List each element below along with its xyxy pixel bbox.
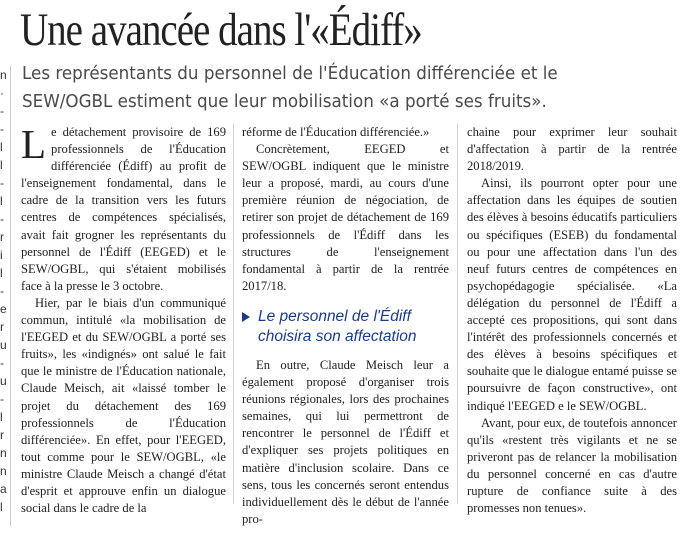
- gutter-char: n: [0, 446, 7, 460]
- deck-line-1: Les représentants du personnel de l'Éducation différenciée et le: [22, 63, 558, 84]
- paragraph-continuation: réforme de l'Éducation différenciée.»: [242, 125, 430, 139]
- pull-quote-line-1: Le personnel de l'Édiff: [258, 307, 411, 325]
- lead-paragraph: [21, 121, 226, 295]
- gutter-char: -: [0, 392, 4, 406]
- article-column-2: [242, 124, 449, 528]
- deck-line-2: SEW/OGBL estiment que leur mobilisation «a porté ses fruits».: [22, 91, 547, 112]
- gutter-char: n: [0, 464, 7, 478]
- lead-paragraph-text: e détachement provisoire de 169 professionnels de l'Éducation différenciée (Édiff) au profit de l'enseignement fondamental, dans le cadre de la transition vers les futurs centres de compétences spécialisés, avait fait grogner les représentants du personnel de l'Édiff (EEGED) et le SEW/OGBL, qui s'étaient mobilisés face à la presse le 3 octobre.: [21, 125, 226, 293]
- article-headline: Une avancée dans l'«Édiff»: [20, 4, 422, 56]
- paragraph: Concrètement, EEGED et SEW/OGBL indiquent que le ministre leur a proposé, mardi, au cours d'une première réunion de négociation, de retirer son projet de détachement de 169 professionnels de l'Édiff dans les structures de l'enseignement fondamental à partir de la rentrée 2017/18.: [242, 142, 449, 293]
- article-column-3: [467, 124, 677, 517]
- gutter-char: -: [0, 122, 4, 136]
- gutter-char: -: [0, 104, 4, 118]
- paragraph-continuation: chaine pour exprimer leur souhait d'affectation à partir de la rentrée 2018/2019.: [467, 125, 677, 174]
- article-column-1: [21, 121, 226, 517]
- gutter-divider: [10, 66, 11, 526]
- paragraph: Hier, par le biais d'un communiqué commun, intitulé «la mobilisation de l'EEGED et du SEW/OGBL a porté ses fruits», les «indignés» ont salué le fait que le ministre de l'Éducation nationale, Claude Meisch, ait «laissé tomber le projet du détachement des 169 professionnels de l'Éducation différenciée». En effet, pour l'EEGED, tout comme pour le SEW/OGBL, «le ministre Claude Meisch a changé d'état d'esprit et approuve enfin un dialogue social dans le cadre de la: [21, 295, 226, 516]
- gutter-char: n: [0, 68, 7, 82]
- gutter-char: l: [0, 158, 3, 172]
- pull-quote-line-2: choisira son affectation: [258, 327, 417, 345]
- gutter-char: ·: [0, 86, 4, 100]
- gutter-char: u: [0, 374, 7, 388]
- column-divider: [457, 124, 458, 504]
- paragraph: Avant, pour eux, de toutefois annoncer qu'ils «restent très vigilants et ne se priveront pas de relancer la mobilisation du personnel concerné en cas d'autre rupture de confiance suite à des promesses non tenues».: [467, 415, 677, 516]
- gutter-char: l: [0, 500, 3, 514]
- drop-cap: L: [21, 121, 47, 167]
- gutter-char: r: [0, 230, 4, 244]
- gutter-char: l: [0, 140, 3, 154]
- gutter-char: r: [0, 320, 4, 334]
- article-deck: [22, 60, 636, 116]
- pull-quote: [242, 307, 449, 347]
- gutter-char: u: [0, 338, 7, 352]
- gutter-char: -: [0, 176, 4, 190]
- gutter-char: r: [0, 428, 4, 442]
- paragraph: En outre, Claude Meisch leur a également proposé d'organiser trois réunions régionales, lors des prochaines semaines, qui lui permettront de rencontrer le personnel de l'Édiff et d'expliquer ses projets politiques en matière d'inclusion scolaire. Dans ce sens, tous les concernés seront entendus individuellement dès le début de l'année pro-: [242, 357, 449, 526]
- gutter-char: -: [0, 284, 4, 298]
- gutter-char: -: [0, 212, 4, 226]
- adjacent-article-fragment: [0, 66, 10, 516]
- gutter-char: e: [0, 302, 7, 316]
- gutter-char: i: [0, 248, 3, 262]
- gutter-char: l: [0, 410, 3, 424]
- column-divider: [233, 124, 234, 504]
- gutter-char: l: [0, 194, 3, 208]
- gutter-char: a: [0, 482, 7, 496]
- triangle-bullet-icon: [242, 312, 250, 322]
- gutter-char: -: [0, 356, 4, 370]
- gutter-char: l: [0, 266, 3, 280]
- paragraph: Ainsi, ils pourront opter pour une affectation dans les équipes de soutien des élèves à besoins éducatifs particuliers ou spécifiques (ESEB) du fondamental ou pour une affectation dans l'un des neuf futurs centres de compétences en psychopédagogie spécialisée. «La délégation du personnel de l'Édiff a accepté ces propositions, qui sont dans l'intérêt des professionnels concernés et des élèves à besoins spécifiques et souhaite que le dialogue entamé puisse se poursuivre de façon constructive», ont indiqué l'EEGED e le SEW/OGBL.: [467, 176, 677, 413]
